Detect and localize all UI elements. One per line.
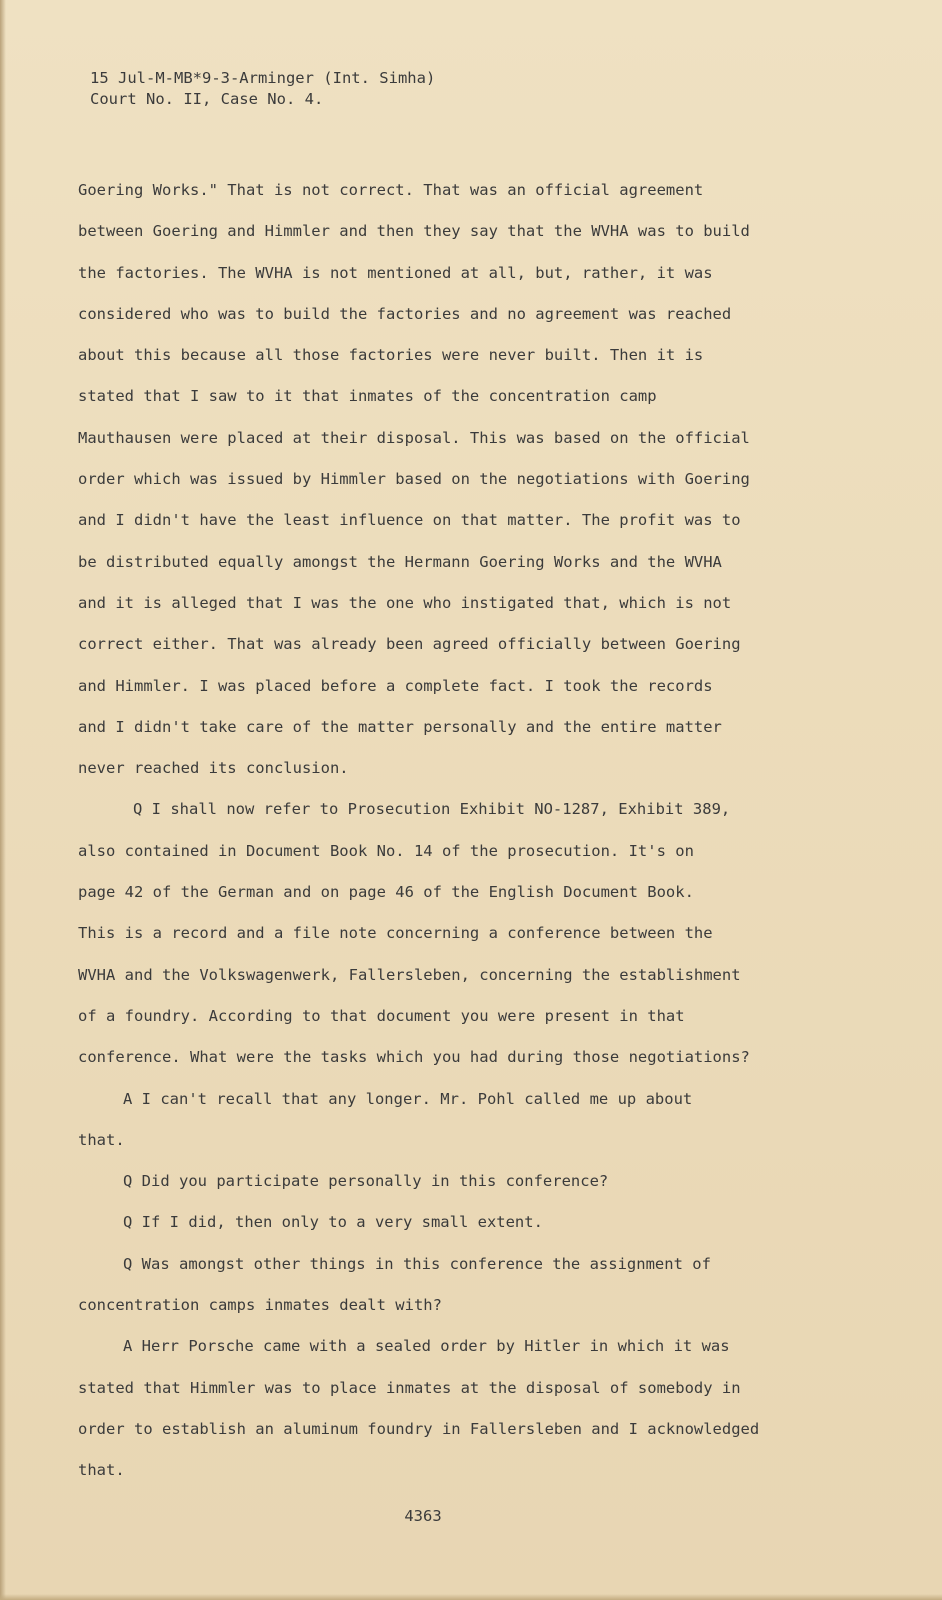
question-line: Q If I did, then only to a very small extent. <box>123 1213 543 1232</box>
text-line: never reached its conclusion. <box>78 759 349 778</box>
text-line: also contained in Document Book No. 14 of the prosecution. It's on <box>78 841 694 860</box>
text-line: and I didn't take care of the matter personally and the entire matter <box>78 717 722 736</box>
header-court-line: Court No. II, Case No. 4. <box>90 90 324 108</box>
text-line: This is a record and a file note concerning a conference between the <box>78 924 713 943</box>
answer-line: A Herr Porsche came with a sealed order by Hitler in which it was <box>123 1337 730 1356</box>
text-line: stated that Himmler was to place inmates at the disposal of somebody in <box>78 1378 741 1397</box>
text-line: concentration camps inmates dealt with? <box>78 1296 442 1315</box>
text-line: page 42 of the German and on page 46 of the English Document Book. <box>78 883 694 902</box>
text-line: Goering Works." That is not correct. That was an official agreement <box>78 181 704 199</box>
question-line: Q Was amongst other things in this conference the assignment of <box>123 1254 711 1273</box>
text-line: WVHA and the Volkswagenwerk, Fallersleben, concerning the establishment <box>78 965 741 984</box>
text-line: that. <box>78 1130 125 1149</box>
question-line: Q Did you participate personally in this conference? <box>123 1172 609 1191</box>
page-number-text: 4363 <box>404 1507 442 1525</box>
text-line: and it is alleged that I was the one who instigated that, which is not <box>78 593 732 612</box>
header-session-line: 15 Jul-M-MB*9-3-Arminger (Int. Simha) <box>90 69 436 87</box>
text-line: about this because all those factories were never built. Then it is <box>78 346 704 365</box>
text-line: the factories. The WVHA is not mentioned at all, but, rather, it was <box>78 263 713 282</box>
text-line: order which was issued by Himmler based on the negotiations with Goering <box>78 470 750 489</box>
text-line: between Goering and Himmler and then they say that the WVHA was to build <box>78 222 750 241</box>
text-line: and I didn't have the least influence on that matter. The profit was to <box>78 511 741 530</box>
page-bottom-shadow <box>0 1594 942 1600</box>
text-line: correct either. That was already been agreed officially between Goering <box>78 635 741 654</box>
text-line: and Himmler. I was placed before a complete fact. I took the records <box>78 676 713 695</box>
text-line: order to establish an aluminum foundry in Fallersleben and I acknowledged <box>78 1419 760 1438</box>
question-line: Q I shall now refer to Prosecution Exhibit NO-1287, Exhibit 389, <box>133 800 731 819</box>
answer-line: A I can't recall that any longer. Mr. Pohl called me up about <box>123 1089 693 1108</box>
text-line: that. <box>78 1461 125 1480</box>
text-line: conference. What were the tasks which you had during those negotiations? <box>78 1048 750 1067</box>
document-header <box>90 68 435 110</box>
text-line: Mauthausen were placed at their disposal. This was based on the official <box>78 428 750 447</box>
page-number <box>0 1507 942 1525</box>
text-line: considered who was to build the factories and no agreement was reached <box>78 304 732 323</box>
page-edge-shadow <box>0 0 6 1600</box>
transcript-body <box>78 170 858 1492</box>
text-line: be distributed equally amongst the Hermann Goering Works and the WVHA <box>78 552 722 571</box>
text-line: of a foundry. According to that document you were present in that <box>78 1006 685 1025</box>
text-line: stated that I saw to it that inmates of the concentration camp <box>78 387 657 406</box>
